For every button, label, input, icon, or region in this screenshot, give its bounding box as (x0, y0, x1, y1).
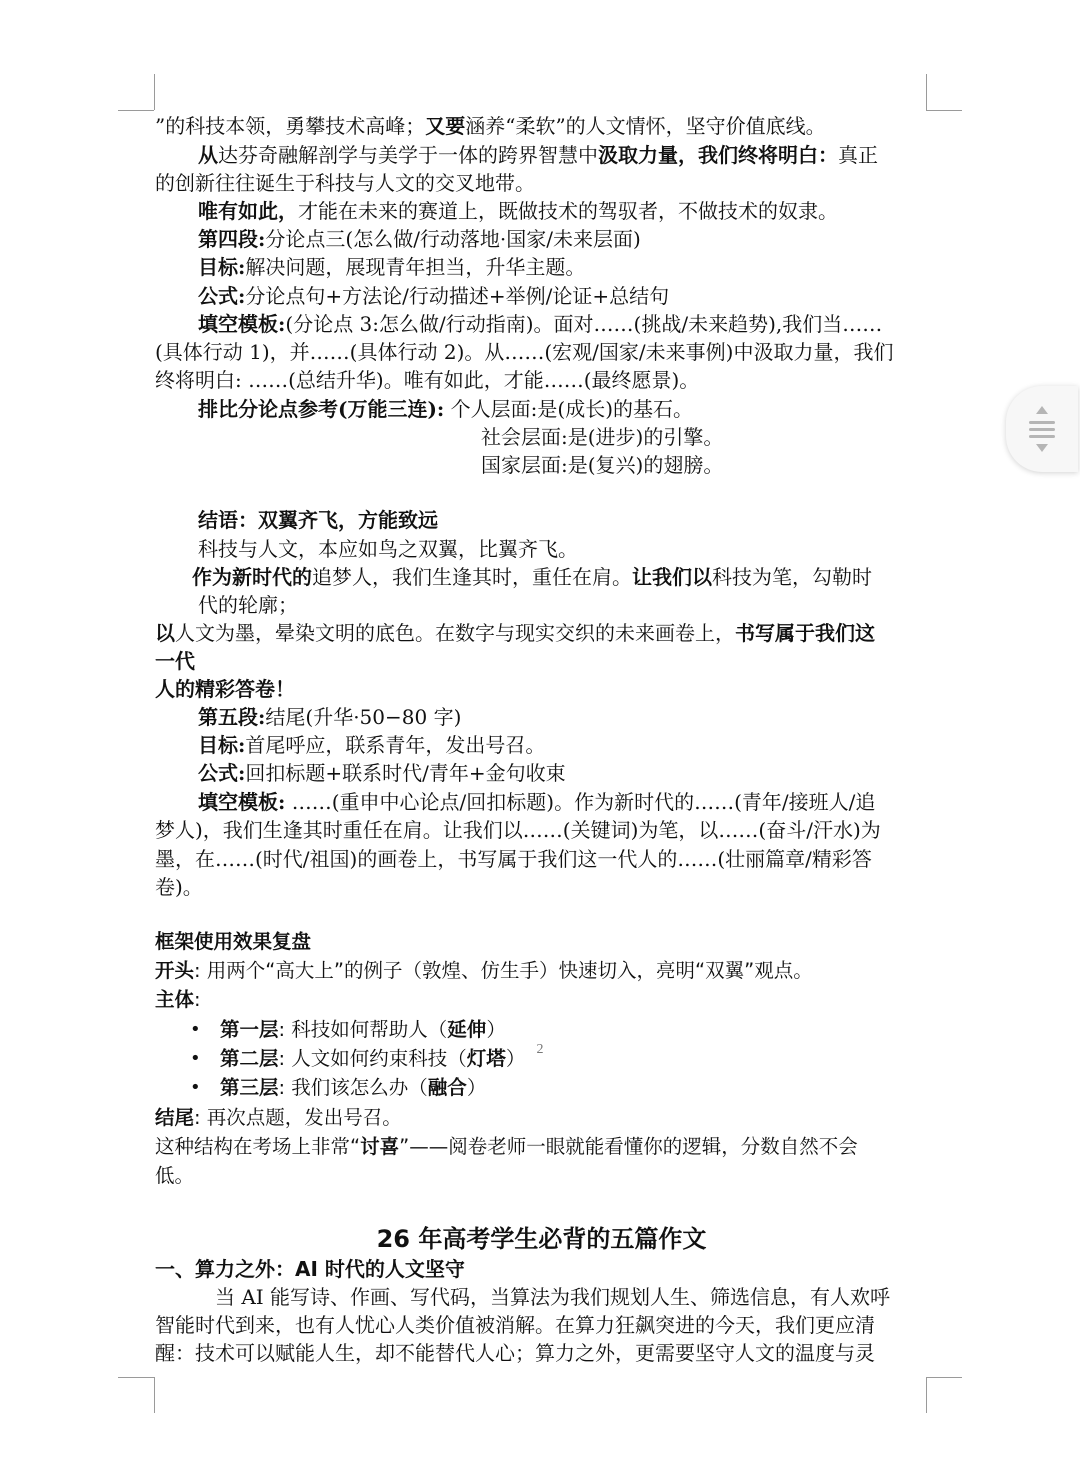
text-line: ”的科技本领，勇攀技术高峰；又要涵养“柔软”的人文情怀，坚守价值底线。 (155, 114, 826, 138)
paragraph-5-heading: 第五段:结尾(升华·50−80 字) (198, 705, 462, 729)
review-body: 主体: (155, 988, 201, 1011)
text-line: 国家层面:是(复兴)的翅膀。 (481, 453, 724, 477)
review-opening: 开头: 用两个“高大上”的例子（敦煌、仿生手）快速切入，亮明“双翼”观点。 (155, 959, 813, 982)
crop-mark-bottom-left-h (118, 1377, 154, 1378)
text-line: 作为新时代的追梦人，我们生逢其时，重任在肩。让我们以科技为笔，勾勒时 (192, 565, 872, 589)
formula-line: 公式:回扣标题+联系时代/青年+金句收束 (198, 761, 566, 785)
text-line: 代的轮廓； (198, 593, 298, 617)
formula-line: 公式:分论点句+方法论/行动描述+举例/论证+总结句 (198, 284, 670, 308)
scroll-control-button[interactable] (1006, 386, 1078, 472)
text-line: 的创新往往诞生于科技与人文的交叉地带。 (155, 171, 535, 195)
template-line: 填空模板: ……(重申中心论点/回扣标题)。作为新时代的……(青年/接班人/追 (198, 790, 876, 814)
text-line: 智能时代到来，也有人忧心人类价值被消解。在算力狂飙突进的今天，我们更应清 (155, 1313, 875, 1337)
text-line: 醒：技术可以赋能人生，却不能替代人心；算力之外，更需要坚守人文的温度与灵 (155, 1341, 875, 1365)
crop-mark-bottom-left (154, 1377, 155, 1413)
bullet-icon: • (190, 1019, 201, 1040)
text-line: 社会层面:是(进步)的引擎。 (481, 425, 724, 449)
list-item: 第一层: 科技如何帮助人（延伸） (220, 1018, 506, 1041)
text-line: 科技与人文，本应如鸟之双翼，比翼齐飞。 (198, 537, 578, 561)
essay-collection-title: 26 年高考学生必背的五篇作文 (376, 1225, 707, 1253)
crop-mark-bottom-right-h (926, 1377, 962, 1378)
text-line: 以人文为墨，晕染文明的底色。在数字与现实交织的未来画卷上，书写属于我们这 (155, 621, 875, 645)
review-summary-cont: 低。 (155, 1164, 195, 1187)
crop-mark-top-right (926, 74, 927, 110)
text-line: 唯有如此，才能在未来的赛道上，既做技术的驾驭者，不做技术的奴隶。 (198, 199, 838, 223)
scroll-arrows-icon (1026, 404, 1058, 454)
text-line: 墨，在……(时代/祖国)的画卷上，书写属于我们这一代人的……(壮丽篇章/精彩答 (155, 847, 872, 871)
bullet-icon: • (190, 1048, 201, 1069)
review-heading: 框架使用效果复盘 (155, 930, 312, 953)
text-line: (具体行动 1)，并……(具体行动 2)。从……(宏观/国家/未来事例)中汲取力量，我们 (155, 340, 894, 364)
bullet-icon: • (190, 1077, 201, 1098)
crop-mark-top-left (154, 74, 155, 110)
crop-mark-top-right-h (926, 110, 962, 111)
crop-mark-bottom-right (926, 1377, 927, 1413)
text-line: 梦人)，我们生逢其时重任在肩。让我们以……(关键词)为笔，以……(奋斗/汗水)为 (155, 818, 881, 842)
goal-line: 目标:解决问题，展现青年担当，升华主题。 (198, 255, 586, 279)
list-item: 第三层: 我们该怎么办（融合） (220, 1076, 487, 1099)
paragraph-4-heading: 第四段:分论点三(怎么做/行动落地·国家/未来层面) (198, 227, 641, 251)
goal-line: 目标:首尾呼应，联系青年，发出号召。 (198, 733, 546, 757)
crop-mark-top-left-h (118, 110, 154, 111)
text-line: 一代 (155, 649, 195, 673)
text-line: 终将明白: ……(总结升华)。唯有如此，才能……(最终愿景)。 (155, 368, 700, 392)
review-ending: 结尾: 再次点题，发出号召。 (155, 1106, 402, 1129)
text-line: 从达芬奇融解剖学与美学于一体的跨界智慧中汲取力量，我们终将明白：真正 (198, 143, 878, 167)
page-number: 2 (536, 1042, 544, 1057)
template-line: 填空模板:(分论点 3:怎么做/行动指南)。面对……(挑战/未来趋势),我们当…… (198, 312, 883, 336)
text-line: 卷)。 (155, 875, 203, 899)
essay-subtitle: 一、算力之外：AI 时代的人文坚守 (155, 1257, 465, 1281)
conclusion-heading: 结语：双翼齐飞，方能致远 (198, 508, 438, 532)
text-line: 当 AI 能写诗、作画、写代码，当算法为我们规划人生、筛选信息，有人欢呼 (215, 1285, 891, 1309)
review-summary: 这种结构在考场上非常“讨喜”——阅卷老师一眼就能看懂你的逻辑，分数自然不会 (155, 1135, 858, 1158)
parallel-points-line: 排比分论点参考(万能三连): 个人层面:是(成长)的基石。 (198, 397, 694, 421)
list-item: 第二层: 人文如何约束科技（灯塔） (220, 1047, 526, 1070)
text-line: 人的精彩答卷！ (155, 677, 295, 701)
